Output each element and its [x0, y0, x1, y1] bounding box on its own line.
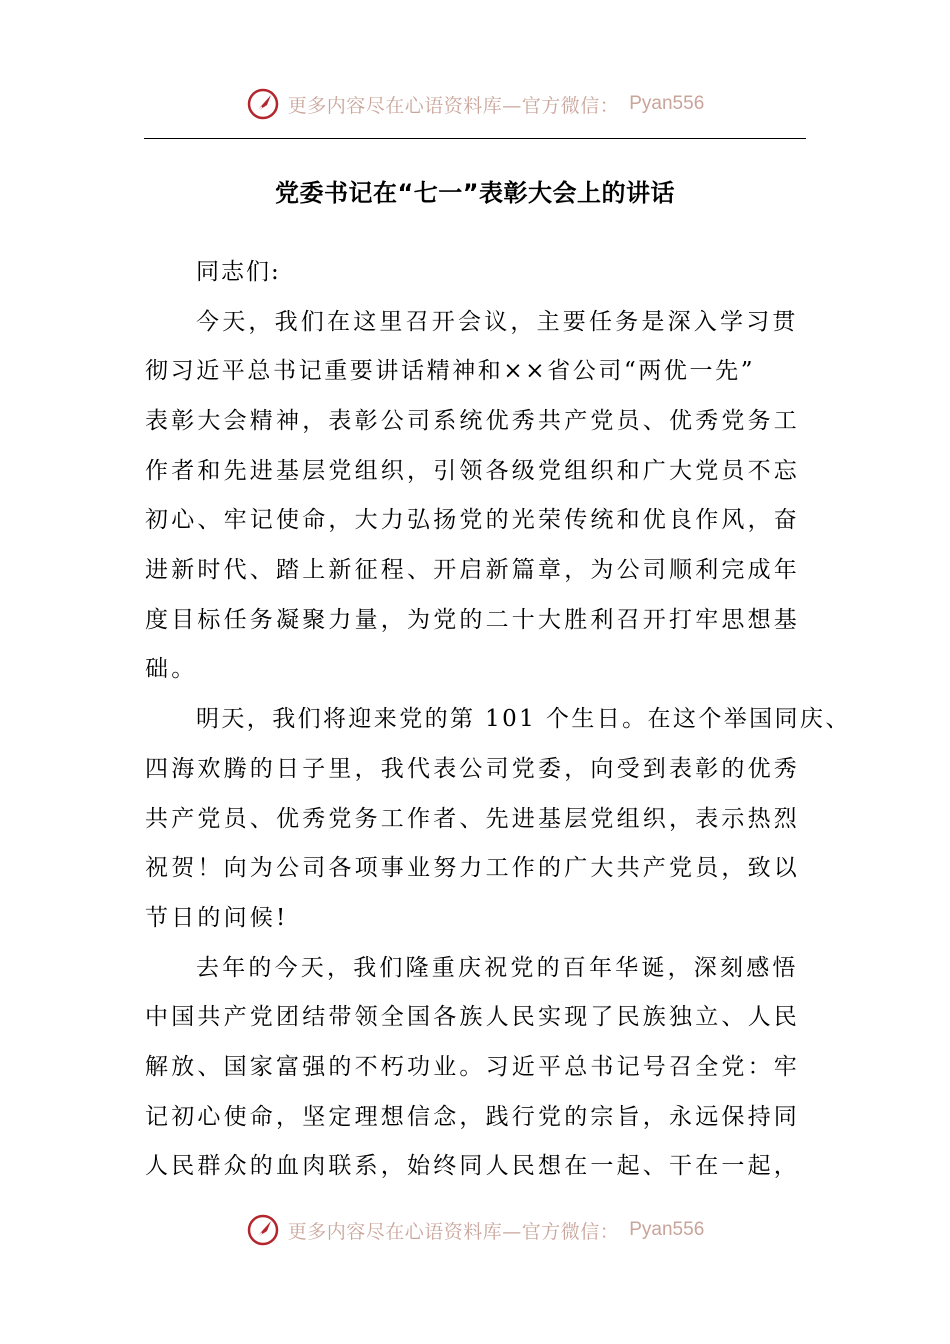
paragraph-line: 作者和先进基层党组织，引领各级党组织和广大党员不忘	[145, 458, 800, 484]
paragraph-line: 记初心使命，坚定理想信念，践行党的宗旨，永远保持同	[145, 1104, 800, 1130]
paragraph-line: 中国共产党团结带领全国各族人民实现了民族独立、人民	[145, 1004, 800, 1030]
watermark-wechat-id: Pyan556	[629, 93, 705, 114]
paragraph-line: 明天，我们将迎来党的第 101 个生日。在这个举国同庆、	[196, 706, 851, 732]
watermark-wechat-id: Pyan556	[629, 1219, 705, 1240]
paragraph-line: 祝贺！向为公司各项事业努力工作的广大共产党员，致以	[145, 855, 800, 881]
paragraph-line: 去年的今天，我们隆重庆祝党的百年华诞，深刻感悟	[196, 955, 799, 981]
header-watermark	[0, 84, 950, 124]
paragraph-line: 初心、牢记使命，大力弘扬党的光荣传统和优良作风，奋	[145, 507, 800, 533]
paragraph-line: 进新时代、踏上新征程、开启新篇章，为公司顺利完成年	[145, 557, 800, 583]
document-title: 党委书记在“七一”表彰大会上的讲话	[274, 179, 676, 207]
quill-logo-icon	[246, 87, 280, 121]
paragraph-line: 节日的问候!	[145, 905, 289, 931]
paragraph-line: 今天，我们在这里召开会议，主要任务是深入学习贯	[196, 309, 799, 335]
watermark-text: 更多内容尽在心语资料库—官方微信：	[287, 94, 620, 117]
watermark-text: 更多内容尽在心语资料库—官方微信：	[287, 1220, 620, 1243]
paragraph-line: 四海欢腾的日子里，我代表公司党委，向受到表彰的优秀	[145, 756, 800, 782]
paragraph-line: 人民群众的血肉联系，始终同人民想在一起、干在一起，	[145, 1153, 800, 1179]
quill-logo-icon	[246, 1213, 280, 1247]
paragraph-line: 表彰大会精神，表彰公司系统优秀共产党员、优秀党务工	[145, 408, 800, 434]
paragraph-line: 度目标任务凝聚力量，为党的二十大胜利召开打牢思想基	[145, 607, 800, 633]
header-divider	[144, 138, 806, 139]
salutation: 同志们:	[196, 259, 281, 285]
paragraph-line: 础。	[145, 656, 198, 682]
paragraph-line: 彻习近平总书记重要讲话精神和××省公司“两优一先”	[145, 358, 756, 384]
footer-watermark	[0, 1210, 950, 1250]
paragraph-line: 共产党员、优秀党务工作者、先进基层党组织，表示热烈	[145, 806, 800, 832]
paragraph-line: 解放、国家富强的不朽功业。习近平总书记号召全党：牢	[145, 1054, 800, 1080]
